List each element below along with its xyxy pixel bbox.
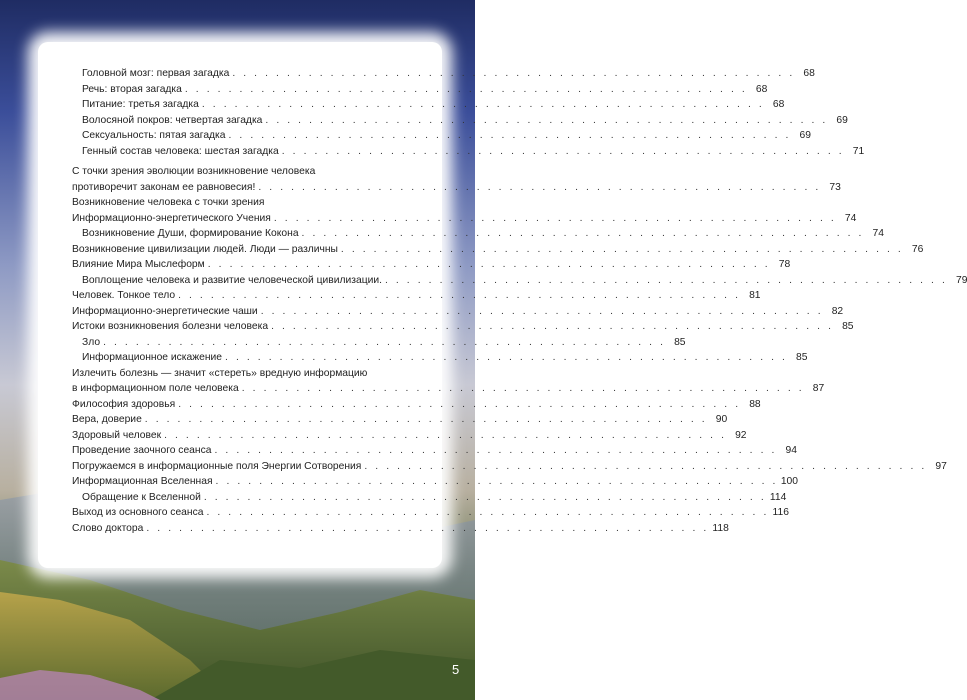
toc-page-number: 68 [803,68,815,79]
toc-entry-title-line: С точки зрения эволюции возникновение человека [72,166,316,177]
toc-page-number: 87 [812,383,825,394]
dot-leader: . . . . . . . . . . . . . . . . . . . . . . . . . . . . . . . . . . . . . . . . . . . . . . . . . . . . [206,507,769,518]
toc-page-number: 85 [842,321,854,332]
toc-entry [38,443,797,459]
toc-page-number: 78 [778,259,791,270]
toc-entry [38,113,848,129]
toc-entry-title: Слово доктора [72,522,144,534]
dot-leader: . . . . . . . . . . . . . . . . . . . . . . . . . . . . . . . . . . . . . . . . . . . . . . . . . . . . [340,243,904,255]
dot-leader: . . . . . . . . . . . . . . . . . . . . . . . . . . . . . . . . . . . . . . . . . . . . . . . . . . . . [241,383,805,394]
toc-page-number: 82 [831,305,844,317]
toc-page-number: 97 [935,460,947,472]
dot-leader: . . . . . . . . . . . . . . . . . . . . . . . . . . . . . . . . . . . . . . . . . . . . . . . . . . . . [301,228,865,239]
toc-entry-title: Информационная Вселенная [72,476,213,487]
toc-entry [38,397,761,413]
dot-leader: . . . . . . . . . . . . . . . . . . . . . . . . . . . . . . . . . . . . . . . . . . . . . . . . . . . . [214,445,777,456]
toc-page-number: 73 [829,181,841,193]
toc-page-number: 100 [780,476,799,487]
dot-leader: . . . . . . . . . . . . . . . . . . . . . . . . . . . . . . . . . . . . . . . . . . . . . . . . . . . . [265,114,828,126]
toc-page-number: 68 [772,99,785,110]
toc-entry [38,304,844,320]
toc-page-number: 88 [749,398,761,410]
dot-leader: . . . . . . . . . . . . . . . . . . . . . . . . . . . . . . . . . . . . . . . . . . . . . . . . . . . . [228,130,791,141]
toc-entry [38,242,924,258]
toc-entry-title-line: Излечить болезнь — значит «стереть» вредную информацию [72,367,368,379]
dot-leader: . . . . . . . . . . . . . . . . . . . . . . . . . . . . . . . . . . . . . . . . . . . . . . . . . . . . [258,181,821,193]
toc-entry-title: Влияние Мира Мыслеформ [72,259,205,270]
toc-entry [38,288,761,304]
toc-entry [38,474,799,490]
toc-entry-title-line: Возникновение человека с точки зрения [72,197,265,208]
toc-entry [38,490,787,506]
toc-entry-title: противоречит законам ее равновесия! [72,181,256,193]
toc-entry-title: Сексуальность: пятая загадка [82,130,226,141]
toc-entry-title: Головной мозг: первая загадка [82,68,230,79]
toc-entry [38,521,729,537]
toc-entry [38,97,785,113]
toc-entry-title: Истоки возникновения болезни человека [72,321,269,332]
dot-leader: . . . . . . . . . . . . . . . . . . . . . . . . . . . . . . . . . . . . . . . . . . . . . . . . . . . . [144,414,708,425]
dot-leader: . . . . . . . . . . . . . . . . . . . . . . . . . . . . . . . . . . . . . . . . . . . . . . . . . . . . [184,83,748,95]
toc-entry-title: Проведение заочного сеанса [72,445,212,456]
toc-page-number: 69 [836,114,848,126]
toc-entry [38,257,791,273]
toc-entry [38,226,885,242]
dot-leader: . . . . . . . . . . . . . . . . . . . . . . . . . . . . . . . . . . . . . . . . . . . . . . . . . . . . [146,522,709,534]
toc-entry-title: Погружаемся в информационные поля Энергии Сотворения [72,460,362,472]
toc-entry-title: Информационно-энергетические чаши [72,305,258,317]
toc-page-number: 69 [799,130,811,141]
toc-page-number: 74 [872,228,885,239]
toc-entry-title: в информационном поле человека [72,383,239,394]
dot-leader: . . . . . . . . . . . . . . . . . . . . . . . . . . . . . . . . . . . . . . . . . . . . . . . . . . . . [273,212,837,224]
toc-entry-title: Питание: третья загадка [82,99,199,110]
toc-entry [38,273,967,289]
toc-entry-title: Здоровый человек [72,429,162,441]
toc-entry [38,66,815,82]
toc-page-number: 79 [955,274,967,286]
toc-entry-title: Обращение к Вселенной [82,491,201,503]
toc-entry [38,459,947,475]
dot-leader: . . . . . . . . . . . . . . . . . . . . . . . . . . . . . . . . . . . . . . . . . . . . . . . . . . . . [215,476,779,487]
dot-leader: . . . . . . . . . . . . . . . . . . . . . . . . . . . . . . . . . . . . . . . . . . . . . . . . . . . . [203,491,767,503]
toc-page-number: 118 [712,522,729,534]
dot-leader: . . . . . . . . . . . . . . . . . . . . . . . . . . . . . . . . . . . . . . . . . . . . . . . . . . . . [201,99,765,110]
toc-entry [38,428,747,444]
toc-entry [38,335,686,351]
toc-entry-title: Информационное искажение [82,352,223,363]
toc-page-number: 85 [674,336,686,348]
toc-entry-title: Зло [82,336,101,348]
toc-entry [38,505,789,521]
toc-entry-title: Генный состав человека: шестая загадка [82,145,279,157]
dot-leader: . . . . . . . . . . . . . . . . . . . . . . . . . . . . . . . . . . . . . . . . . . . . . . . . . . . . [178,398,741,410]
dot-leader: . . . . . . . . . . . . . . . . . . . . . . . . . . . . . . . . . . . . . . . . . . . . . . . . . . . . [164,429,727,441]
toc-entry-title: Информационно-энергетического Учения [72,212,271,224]
toc-entry-title: Волосяной покров: четвертая загадка [82,114,263,126]
toc-page-number: 114 [769,491,787,503]
toc-page-number: 90 [715,414,728,425]
dot-leader: . . . . . . . . . . . . . . . . . . . . . . . . . . . . . . . . . . . . . . . . . . . . . . . . . . . . [103,336,666,348]
toc-entry-title: Возникновение цивилизации людей. Люди — различны [72,243,338,255]
toc-page-number: 71 [852,145,865,157]
dot-leader: . . . . . . . . . . . . . . . . . . . . . . . . . . . . . . . . . . . . . . . . . . . . . . . . . . . . [384,274,948,286]
toc-entry [38,195,857,226]
toc-page-number: 74 [844,212,857,224]
toc-entry [38,350,808,366]
toc-entry [38,82,768,98]
dot-leader: . . . . . . . . . . . . . . . . . . . . . . . . . . . . . . . . . . . . . . . . . . . . . . . . . . . . [364,460,927,472]
dot-leader: . . . . . . . . . . . . . . . . . . . . . . . . . . . . . . . . . . . . . . . . . . . . . . . . . . . . [207,259,771,270]
toc-page-number: 76 [911,243,924,255]
toc-entry-title: Речь: вторая загадка [82,83,182,95]
toc-entry-title: Вера, доверие [72,414,142,425]
toc-entry [38,144,865,160]
dot-leader: . . . . . . . . . . . . . . . . . . . . . . . . . . . . . . . . . . . . . . . . . . . . . . . . . . . . [260,305,824,317]
toc-entry [38,412,728,428]
dot-leader: . . . . . . . . . . . . . . . . . . . . . . . . . . . . . . . . . . . . . . . . . . . . . . . . . . . . [271,321,834,332]
toc-entry [38,164,841,195]
dot-leader: . . . . . . . . . . . . . . . . . . . . . . . . . . . . . . . . . . . . . . . . . . . . . . . . . . . . [178,290,741,301]
dot-leader: . . . . . . . . . . . . . . . . . . . . . . . . . . . . . . . . . . . . . . . . . . . . . . . . . . . . [232,68,795,79]
toc-entry [38,128,811,144]
dot-leader: . . . . . . . . . . . . . . . . . . . . . . . . . . . . . . . . . . . . . . . . . . . . . . . . . . . . [281,145,845,157]
toc-page-number: 81 [749,290,761,301]
toc-entry-title: Выход из основного сеанса [72,507,204,518]
toc-page-number: 94 [785,445,797,456]
dot-leader: . . . . . . . . . . . . . . . . . . . . . . . . . . . . . . . . . . . . . . . . . . . . . . . . . . . . [225,352,788,363]
toc-entry-title: Человек. Тонкое тело [72,290,176,301]
toc-page-number: 85 [796,352,808,363]
toc-page-number: 68 [755,83,768,95]
toc-page-number: 116 [772,507,789,518]
toc-entry-title: Философия здоровья [72,398,176,410]
toc-entry [38,366,825,397]
toc-entry-title: Воплощение человека и развитие человеческой цивилизации. [82,274,382,286]
toc-entry-title: Возникновение Души, формирование Кокона [82,228,299,239]
toc-page-number: 92 [735,429,747,441]
page-number: 5 [452,662,460,677]
table-of-contents [38,66,967,536]
toc-entry [38,319,854,335]
